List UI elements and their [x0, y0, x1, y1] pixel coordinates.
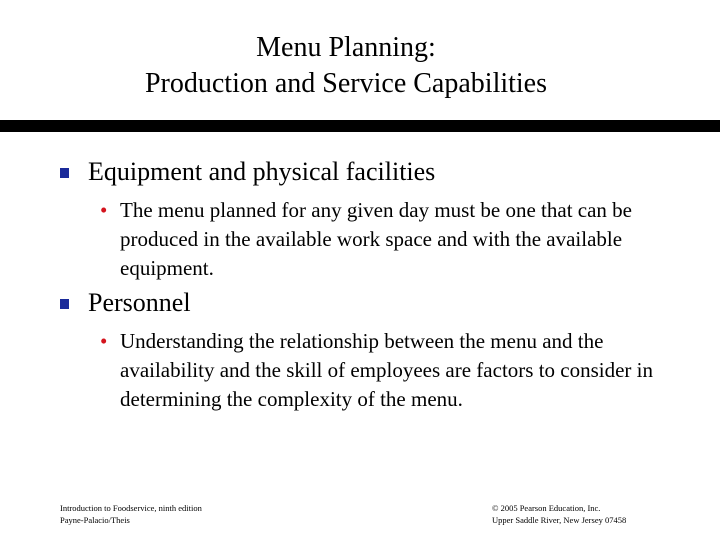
square-bullet-icon: [60, 168, 69, 178]
bullet-personnel: Personnel: [88, 288, 191, 317]
footer-right: [492, 502, 626, 526]
footer-publisher-address: Upper Saddle River, New Jersey 07458: [492, 515, 627, 525]
bullet-equipment: Equipment and physical facilities: [88, 157, 436, 186]
sub-bullet-personnel: Understanding the relationship between the menu and the availability and the skill of employees are factors to consider in determining the complexity of the menu.: [120, 329, 653, 411]
dot-bullet-icon: •: [100, 198, 108, 222]
sub-bullet-equipment: The menu planned for any given day must be one that can be produced in the available work space and with the available equipment.: [120, 198, 632, 280]
footer-authors: Payne-Palacio/Theis: [60, 515, 130, 525]
title-line-2: Production and Service Capabilities: [144, 68, 548, 99]
dot-bullet-icon: •: [100, 329, 108, 353]
title-divider-rule: [0, 120, 720, 132]
footer-copyright: © 2005 Pearson Education, Inc.: [492, 503, 601, 513]
slide-title: [0, 30, 692, 102]
square-bullet-icon: [60, 299, 69, 309]
footer-book-title: Introduction to Foodservice, ninth edition: [60, 503, 202, 513]
footer-left: [60, 502, 202, 526]
title-line-1: Menu Planning:: [256, 32, 436, 63]
